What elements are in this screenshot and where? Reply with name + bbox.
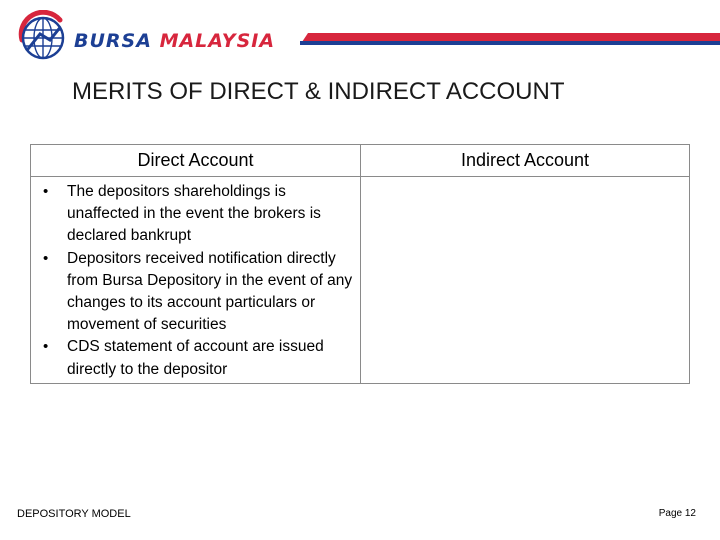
logo-word-malaysia: MALAYSIA: [159, 30, 276, 52]
logo-word-bursa: BURSA: [74, 30, 152, 52]
list-item: • CDS statement of account are issued directly to the depositor: [37, 336, 360, 380]
bursa-malaysia-logo: [12, 8, 302, 68]
direct-points-list: [37, 181, 360, 381]
header-indirect-account: Indirect Account: [460, 150, 590, 170]
footer-section-label: DEPOSITORY MODEL: [17, 508, 131, 520]
list-item: • The depositors shareholdings is unaffected in the event the brokers is declared bankrupt: [37, 181, 360, 248]
merits-table: [30, 144, 690, 384]
globe-icon: [16, 10, 70, 64]
header-direct-account: Direct Account: [137, 150, 254, 170]
slide-title: MERITS OF DIRECT & INDIRECT ACCOUNT: [72, 78, 565, 105]
logo-wordmark: [74, 30, 275, 52]
column-divider: [360, 145, 361, 383]
header-stripe: [300, 33, 720, 45]
direct-account-cell: [31, 181, 360, 381]
page-number: Page 12: [658, 508, 696, 519]
list-item: • Depositors received notification directly from Bursa Depository in the event of any changes to its account particulars or movement of securities: [37, 248, 360, 337]
